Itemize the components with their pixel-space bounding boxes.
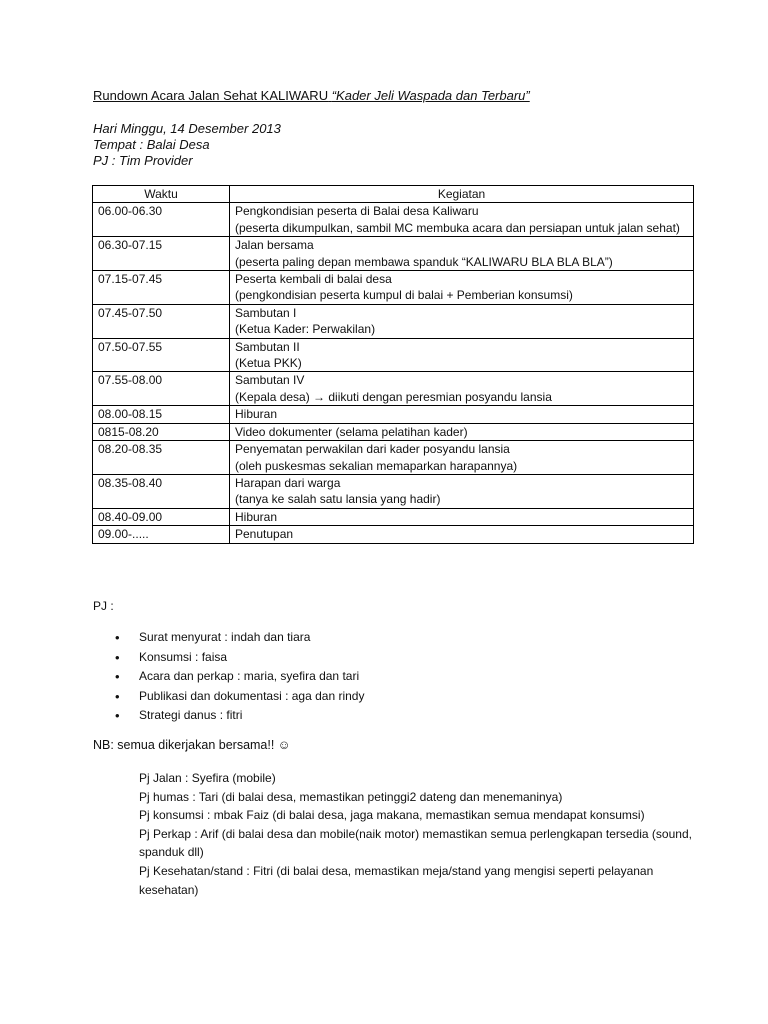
cell-activity xyxy=(230,508,694,525)
pj-notes xyxy=(139,769,699,899)
activity-line: (peserta paling depan membawa spanduk “KALIWARU BLA BLA BLA”) xyxy=(235,254,613,269)
activity-line: (peserta dikumpulkan, sambil MC membuka acara dan persiapan untuk jalan sehat) xyxy=(235,220,680,235)
cell-activity xyxy=(230,304,694,338)
activity-line: (oleh puskesmas sekalian memaparkan harapannya) xyxy=(235,458,518,473)
activity-line: Penutupan xyxy=(235,527,294,542)
table-row xyxy=(93,304,694,338)
cell-activity xyxy=(230,406,694,423)
activity-line: Hiburan xyxy=(235,407,278,422)
list-item xyxy=(113,667,364,687)
activity-line: Penyematan perwakilan dari kader posyandu lansia xyxy=(235,442,510,457)
table-row xyxy=(93,406,694,423)
cell-time: 06.30-07.15 xyxy=(93,237,230,271)
cell-activity xyxy=(230,474,694,508)
table-row xyxy=(93,271,694,305)
table-row xyxy=(93,372,694,406)
list-item xyxy=(113,706,364,726)
list-item-text: Strategi danus : fitri xyxy=(139,708,243,723)
activity-line: Hiburan xyxy=(235,509,278,524)
cell-time: 07.50-07.55 xyxy=(93,338,230,372)
list-item-text: Publikasi dan dokumentasi : aga dan rindy xyxy=(139,688,365,703)
event-pj: PJ : Tim Provider xyxy=(93,153,193,168)
bullet-icon: • xyxy=(115,649,120,665)
document-title xyxy=(93,88,530,103)
activity-line: Sambutan IV xyxy=(235,373,305,388)
list-item xyxy=(113,687,364,707)
cell-activity xyxy=(230,372,694,406)
table-header-row xyxy=(93,186,694,203)
cell-activity xyxy=(230,237,694,271)
nb-note: NB: semua dikerjakan bersama!! ☺ xyxy=(93,738,291,752)
cell-time: 09.00-..... xyxy=(93,526,230,543)
note-line: Pj Perkap : Arif (di balai desa dan mobile(naik motor) memastikan semua perlengkapan tersedia (sound, spanduk dll) xyxy=(139,826,692,860)
pj-heading: PJ : xyxy=(93,599,114,613)
note-line: Pj konsumsi : mbak Faiz (di balai desa, jaga makana, memastikan semua mendapat konsumsi) xyxy=(139,808,645,823)
list-item-text: Acara dan perkap : maria, syefira dan tari xyxy=(139,669,360,684)
cell-time: 08.40-09.00 xyxy=(93,508,230,525)
table-row xyxy=(93,441,694,475)
cell-activity xyxy=(230,526,694,543)
activity-line: Pengkondisian peserta di Balai desa Kaliwaru xyxy=(235,204,479,219)
activity-line: Harapan dari warga xyxy=(235,475,341,490)
column-header-waktu: Waktu xyxy=(93,186,230,203)
list-item xyxy=(113,628,364,648)
activity-line: Video dokumenter (selama pelatihan kader) xyxy=(235,424,468,439)
cell-activity xyxy=(230,441,694,475)
activity-line: Jalan bersama xyxy=(235,238,314,253)
activity-line: (Ketua Kader: Perwakilan) xyxy=(235,322,376,337)
cell-time: 08.35-08.40 xyxy=(93,474,230,508)
cell-time: 07.55-08.00 xyxy=(93,372,230,406)
note-line: Pj Kesehatan/stand : Fitri (di balai desa, memastikan meja/stand yang mengisi seperti pelayanan kesehatan) xyxy=(139,863,654,897)
list-item xyxy=(113,648,364,668)
cell-activity xyxy=(230,203,694,237)
activity-line: (Ketua PKK) xyxy=(235,356,302,371)
table-row xyxy=(93,526,694,543)
event-date: Hari Minggu, 14 Desember 2013 xyxy=(93,121,281,136)
event-place: Tempat : Balai Desa xyxy=(93,137,210,152)
activity-line: Sambutan II xyxy=(235,339,300,354)
table-row xyxy=(93,508,694,525)
cell-time: 07.15-07.45 xyxy=(93,271,230,305)
rundown-table xyxy=(92,185,694,544)
cell-activity xyxy=(230,423,694,440)
cell-time: 08.20-08.35 xyxy=(93,441,230,475)
activity-line: (pengkondisian peserta kumpul di balai + Pemberian konsumsi) xyxy=(235,288,573,303)
bullet-icon: • xyxy=(115,630,120,645)
cell-activity xyxy=(230,338,694,372)
activity-line: Sambutan I xyxy=(235,305,297,320)
cell-time: 0815-08.20 xyxy=(93,423,230,440)
title-subtitle: “Kader Jeli Waspada dan Terbaru” xyxy=(331,88,530,103)
table-row xyxy=(93,203,694,237)
title-main: Rundown Acara Jalan Sehat KALIWARU xyxy=(93,88,329,103)
note-line: Pj Jalan : Syefira (mobile) xyxy=(139,771,276,785)
activity-line: (tanya ke salah satu lansia yang hadir) xyxy=(235,492,441,507)
pj-list xyxy=(113,628,364,726)
column-header-kegiatan: Kegiatan xyxy=(230,186,694,203)
bullet-icon: • xyxy=(115,669,120,685)
bullet-icon: • xyxy=(115,708,120,724)
cell-time: 08.00-08.15 xyxy=(93,406,230,423)
table-row xyxy=(93,474,694,508)
table-row xyxy=(93,237,694,271)
bullet-icon: • xyxy=(115,688,120,704)
activity-line: (Kepala desa) → diikuti dengan peresmian posyandu lansia xyxy=(235,389,552,404)
cell-time: 06.00-06.30 xyxy=(93,203,230,237)
cell-activity xyxy=(230,271,694,305)
table-row xyxy=(93,338,694,372)
cell-time: 07.45-07.50 xyxy=(93,304,230,338)
activity-line: Peserta kembali di balai desa xyxy=(235,272,392,287)
list-item-text: Konsumsi : faisa xyxy=(139,649,228,664)
note-line: Pj humas : Tari (di balai desa, memastikan petinggi2 dateng dan menemaninya) xyxy=(139,789,563,804)
list-item-text: Surat menyurat : indah dan tiara xyxy=(139,630,311,644)
table-row xyxy=(93,423,694,440)
